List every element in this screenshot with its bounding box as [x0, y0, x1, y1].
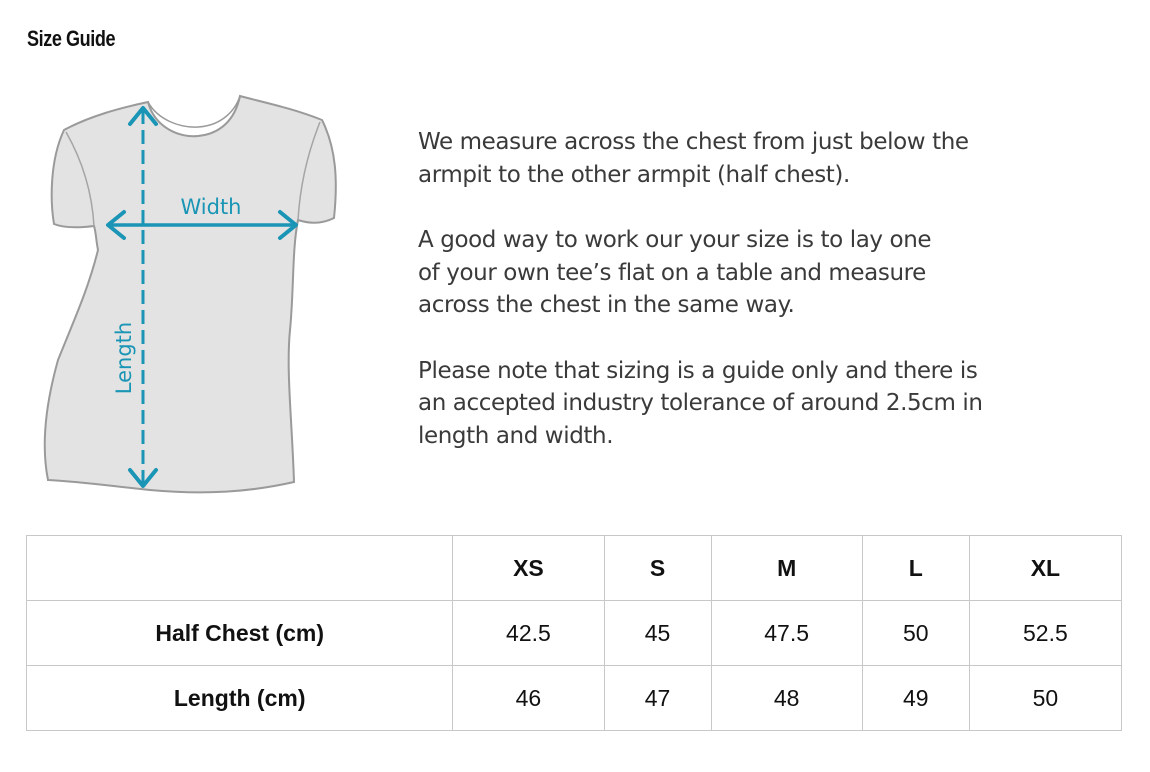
- table-cell: 47: [604, 666, 711, 731]
- table-cell: 50: [862, 601, 969, 666]
- size-header: S: [604, 536, 711, 601]
- size-header: XS: [453, 536, 604, 601]
- size-table: [26, 535, 1122, 731]
- table-corner-cell: [27, 536, 453, 601]
- table-cell: 47.5: [711, 601, 862, 666]
- width-label: Width: [180, 195, 242, 219]
- table-cell: 46: [453, 666, 604, 731]
- table-cell: 42.5: [453, 601, 604, 666]
- table-cell: 45: [604, 601, 711, 666]
- description-paragraph: We measure across the chest from just below the armpit to the other armpit (half chest).: [418, 129, 969, 188]
- row-label: Half Chest (cm): [27, 601, 453, 666]
- description-paragraph: Please note that sizing is a guide only and there is an accepted industry tolerance of around 2.5cm in length and width.: [418, 357, 983, 449]
- size-header: XL: [969, 536, 1121, 601]
- row-label: Length (cm): [27, 666, 453, 731]
- size-header: L: [862, 536, 969, 601]
- table-header-row: [27, 536, 1122, 601]
- table-cell: 48: [711, 666, 862, 731]
- tshirt-illustration: [30, 90, 360, 500]
- table-cell: 49: [862, 666, 969, 731]
- description-paragraph: A good way to work our your size is to lay one of your own tee’s flat on a table and measure across the chest in the same way.: [418, 227, 932, 318]
- size-header: M: [711, 536, 862, 601]
- length-label: Length: [112, 321, 136, 395]
- tshirt-shape: [45, 96, 336, 492]
- size-description: [418, 126, 1118, 485]
- table-cell: 52.5: [969, 601, 1121, 666]
- table-row: [27, 666, 1122, 731]
- table-cell: 50: [969, 666, 1121, 731]
- table-row: [27, 601, 1122, 666]
- page-title: Size Guide: [27, 26, 116, 51]
